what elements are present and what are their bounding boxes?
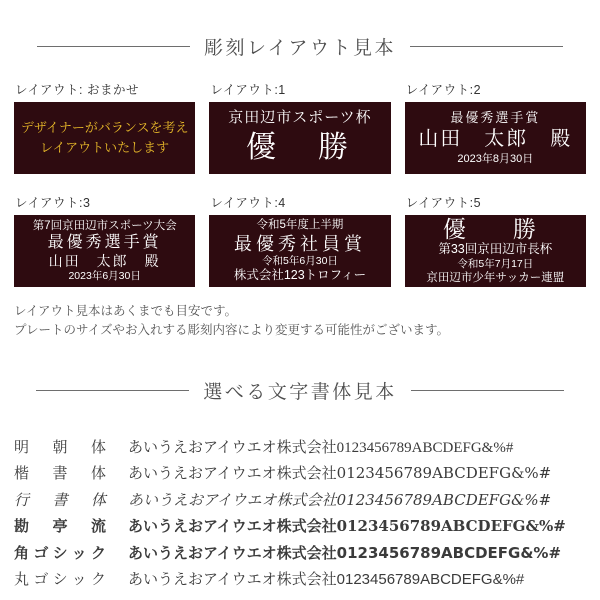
layout-cell-4: [209, 193, 390, 287]
layout-label: レイアウト:1: [210, 83, 286, 97]
font-name: 行書体: [14, 490, 106, 509]
plate-line: 京田辺市少年サッカー連盟: [426, 271, 565, 284]
layout-label: レイアウト:4: [210, 196, 286, 210]
plate-line: 株式会社123トロフィー: [233, 268, 367, 283]
font-name: 角ゴシック: [14, 543, 106, 562]
title-rule-right: [410, 46, 563, 47]
title-rule-right: [411, 390, 564, 391]
font-sample-text: あいうえおアイウエオ株式会社0123456789ABCDEFG&%#: [128, 490, 552, 509]
plate-line: 令和5年6月30日: [262, 255, 338, 268]
layout-label: レイアウト:5: [405, 196, 482, 210]
font-sample-text: あいうえおアイウエオ株式会社0123456789ABCDEFG&%#: [128, 464, 552, 483]
engraving-plate-omakase: [14, 102, 195, 174]
font-row-kaku-gothic: [14, 542, 592, 569]
plate-line: 最優秀選手賞: [450, 109, 541, 125]
font-row-gyosho: [14, 489, 592, 516]
font-name: 楷書体: [14, 464, 106, 483]
plate-line: 第33回京田辺市長杯: [438, 242, 553, 257]
plate-line: 令和5年度上半期: [256, 219, 344, 232]
engraving-plate-5: [405, 215, 586, 287]
font-name: 丸ゴシック: [14, 571, 106, 589]
engraving-plate-4: [209, 215, 390, 287]
plate-line: 2023年6月30日: [68, 270, 141, 283]
plate-line: 2023年8月30日: [457, 152, 534, 165]
plate-line: 最優秀社員賞: [233, 233, 366, 254]
font-name: 明朝体: [14, 439, 106, 456]
plate-line: 最優秀選手賞: [47, 233, 162, 251]
font-sample-list: [14, 436, 592, 595]
plate-line: 京田辺市スポーツ杯: [228, 109, 372, 127]
font-row-maru-gothic: [14, 568, 592, 595]
engraving-plate-3: [14, 215, 195, 287]
layout-cell-3: [14, 193, 195, 287]
font-sample-text: あいうえおアイウエオ株式会社0123456789ABCDEFG&%#: [128, 517, 566, 536]
layout-cell-2: [405, 80, 586, 174]
layout-label: レイアウト: おまかせ: [15, 83, 139, 97]
disclaimer-line-1: レイアウト見本はあくまでも目安です。: [14, 304, 238, 318]
disclaimer-line-2: プレートのサイズやお入れする彫刻内容により変更する可能性がございます。: [14, 323, 450, 338]
font-sample-section-title: [0, 377, 600, 404]
font-row-kanteiryu: [14, 515, 592, 542]
title-rule-left: [37, 46, 190, 47]
engraving-layout-title: 彫刻レイアウト見本: [204, 38, 396, 59]
font-name: 勘亭流: [14, 517, 106, 536]
plate-line: 優 勝: [442, 215, 548, 242]
font-sample-text: あいうえおアイウエオ株式会社0123456789ABCDEFG&%#: [128, 543, 562, 562]
font-sample-title: 選べる文字書体見本: [203, 381, 397, 403]
plate-line: 山田 太郎 殿: [48, 252, 161, 269]
layout-cell-omakase: [14, 80, 195, 174]
layout-cell-1: [209, 80, 390, 174]
font-row-kaisho: [14, 462, 592, 489]
layout-sample-grid: [14, 80, 586, 287]
font-row-mincho: [14, 436, 592, 463]
layout-label: レイアウト:3: [15, 196, 91, 210]
plate-line: 第7回京田辺市スポーツ大会: [32, 219, 177, 232]
layout-label: レイアウト:2: [405, 83, 482, 97]
plate-line: デザイナーがバランスを考え: [20, 119, 189, 135]
plate-line: レイアウトいたします: [40, 140, 170, 155]
plate-line: 令和5年7月17日: [457, 257, 534, 270]
font-sample-text: あいうえおアイウエオ株式会社0123456789ABCDEFG&%#: [128, 571, 525, 589]
title-rule-left: [36, 390, 189, 391]
disclaimer-note: [14, 302, 586, 341]
engraving-plate-2: [405, 102, 586, 174]
plate-line: 優 勝: [245, 131, 354, 165]
plate-line: 山田 太郎 殿: [418, 127, 573, 150]
engraving-plate-1: [209, 102, 390, 174]
engraving-layout-section-title: [0, 33, 600, 60]
layout-cell-5: [405, 193, 586, 287]
font-sample-text: あいうえおアイウエオ株式会社0123456789ABCDEFG&%#: [128, 439, 514, 456]
